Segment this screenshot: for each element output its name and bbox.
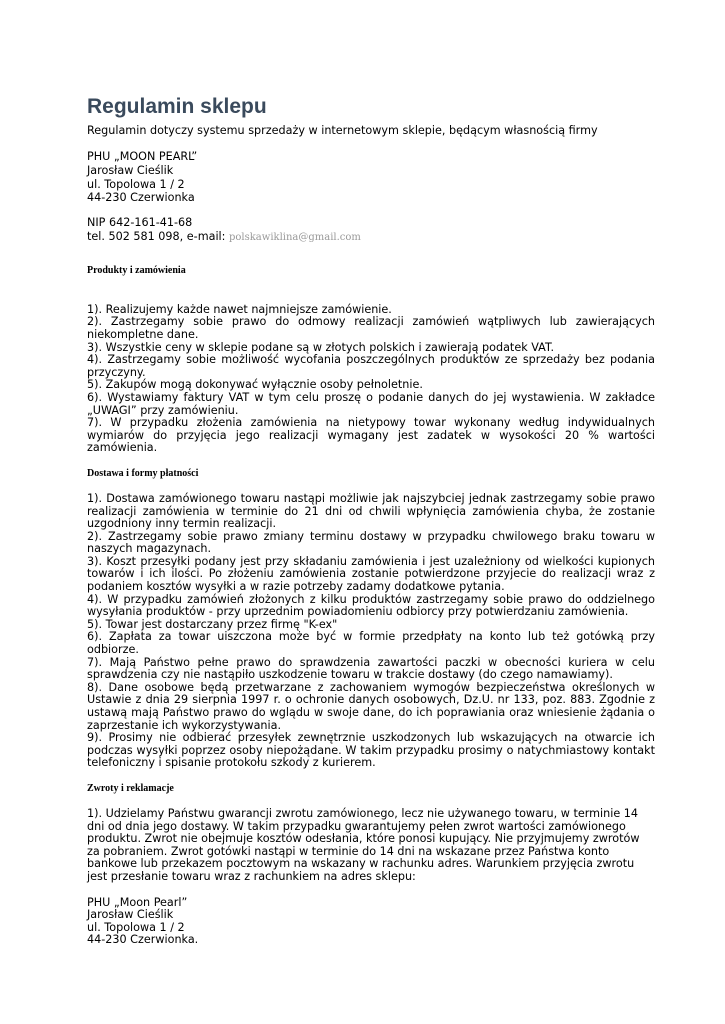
list-item: 9). Prosimy nie odbierać przesyłek zewnętrznie uszkodzonych lub wskazujących na otwarcie ich podczas wysyłki poprzez osoby niepożądane. W takim przypadku prosimy o natychmiastowy kontakt telefoniczny i spisanie protokołu szkody z kurierem.	[87, 731, 655, 770]
list-item: 6). Wystawiamy faktury VAT w tym celu proszę o podanie danych do jej wystawienia. W zakładce „UWAGI” przy zamówieniu.	[87, 390, 655, 417]
email-link[interactable]: polskawiklina@gmail.com	[229, 231, 361, 243]
list-item: 7). W przypadku złożenia zamówienia na nietypowy towar wykonany według indywidualnych wymiarów do przyjęcia jego realizacji wymagany jest zadatek w wysokości 20 % wartości zamówienia.	[87, 416, 655, 455]
list-item: 1). Realizujemy każde nawet najmniejsze zamówienie.	[87, 302, 392, 316]
page-title: Regulamin sklepu	[87, 95, 267, 118]
company-address	[87, 150, 655, 205]
list-item: 3). Koszt przesyłki podany jest przy składaniu zamówienia i jest uzależniony od wielkości kupionych towarów i ich ilości. Po złożeniu zamówienia zostanie potwierdzone przyjecie do realizacji wraz z podaniem kosztów wysyłki a w razie potrzeby zadamy dodatkowe pytania.	[87, 554, 655, 594]
return-owner: Jarosław Cieślik	[87, 908, 174, 922]
returns-paragraph: 1). Udzielamy Państwu gwarancji zwrotu zamówionego, lecz nie używanego towaru, w terminie 14 dni od dnia jego dostawy. W takim przypadku gwarantujemy pełen zwrot wartości zamówionego produktu. Zwrot nie obejmuje kosztów odesłania, które ponosi kupujący. Nie przyjmujemy zwrotów za pobraniem. Zwrot gotówki nastąpi w terminie do 14 dni na wskazane przez Państwa konto bankowe lub przekazem pocztowym na wskazany w rachunku adres. Warunkiem przyjęcia zwrotu jest przesłanie towaru wraz z rachunkiem na adres sklepu:	[87, 806, 640, 883]
section-heading-products: Produkty i zamówienia	[87, 264, 186, 276]
list-item: 3). Wszystkie ceny w sklepie podane są w złotych polskich i zawierają podatek VAT.	[87, 340, 555, 354]
company-street: ul. Topolowa 1 / 2	[87, 177, 185, 191]
company-owner: Jarosław Cieślik	[87, 163, 174, 177]
list-item: 7). Mają Państwo pełne prawo do sprawdzenia zawartości paczki w obecności kuriera w celu sprawdzenia czy nie nastąpiło uszkodzenie towaru w trakcie dostawy (do czego namawiamy).	[87, 655, 655, 682]
list-item: 5). Towar jest dostarczany przez firmę "K-ex"	[87, 617, 338, 631]
list-item: 2). Zastrzegamy sobie prawo zmiany terminu dostawy w przypadku chwilowego braku towaru w naszych magazynach.	[87, 529, 655, 556]
company-contact	[87, 216, 655, 245]
return-address	[87, 897, 655, 947]
section-returns	[87, 808, 655, 884]
list-item: 2). Zastrzegamy sobie prawo do odmowy realizacji zamówień wątpliwych lub zawierających niekompletne dane.	[87, 315, 655, 341]
company-contact-line	[87, 230, 655, 245]
section-delivery	[87, 493, 655, 770]
list-item: 8). Dane osobowe będą przetwarzane z zachowaniem wymogów bezpieczeństwa określonych w Ustawie z dnia 29 sierpnia 1997 r. o ochronie danych osobowych, Dz.U. nr 133, poz. 883. Zgodnie z ustawą mają Państwo prawo do wglądu w swoje dane, do ich poprawiania oraz wniesienie żądania o zaprzestanie ich wykorzystywania.	[87, 680, 655, 732]
return-street: ul. Topolowa 1 / 2	[87, 920, 185, 934]
page-subtitle: Regulamin dotyczy systemu sprzedaży w internetowym sklepie, będącym własnością firmy	[87, 124, 598, 137]
document-page	[87, 93, 655, 947]
list-item: 4). W przypadku zamówień złożonych z kilku produktów zastrzegamy sobie prawo do oddzielnego wysyłania produktów - przy uprzednim powiadomieniu odbiorcy przy potwierdzaniu zamówienia.	[87, 592, 655, 619]
section-products	[87, 304, 655, 455]
list-item: 4). Zastrzegamy sobie możliwość wycofania poszczególnych produktów ze sprzedaży bez podania przyczyny.	[87, 353, 655, 379]
company-city: 44-230 Czerwionka	[87, 191, 195, 205]
list-item: 5). Zakupów mogą dokonywać wyłącznie osoby pełnoletnie.	[87, 378, 423, 392]
return-city: 44-230 Czerwionka.	[87, 933, 199, 947]
section-heading-delivery: Dostawa i formy płatności	[87, 467, 199, 479]
list-item: 1). Dostawa zamówionego towaru nastąpi możliwie jak najszybciej jednak zastrzegamy sobie prawo realizacji zamówienia w terminie do 21 dni od chwili wpłynięcia zamówienia chyba, że zostanie uzgodniony inny termin realizacji.	[87, 491, 655, 531]
company-nip: NIP 642-161-41-68	[87, 216, 193, 230]
company-name: PHU „MOON PEARL”	[87, 150, 198, 163]
section-heading-returns: Zwroty i reklamacje	[87, 782, 174, 794]
list-item: 6). Zapłata za towar uiszczona może być w formie przedpłaty na konto lub też gotówką przy odbiorze.	[87, 630, 655, 657]
return-company-name: PHU „Moon Pearl”	[87, 895, 188, 909]
contact-prefix: tel. 502 581 098, e-mail:	[87, 229, 229, 243]
